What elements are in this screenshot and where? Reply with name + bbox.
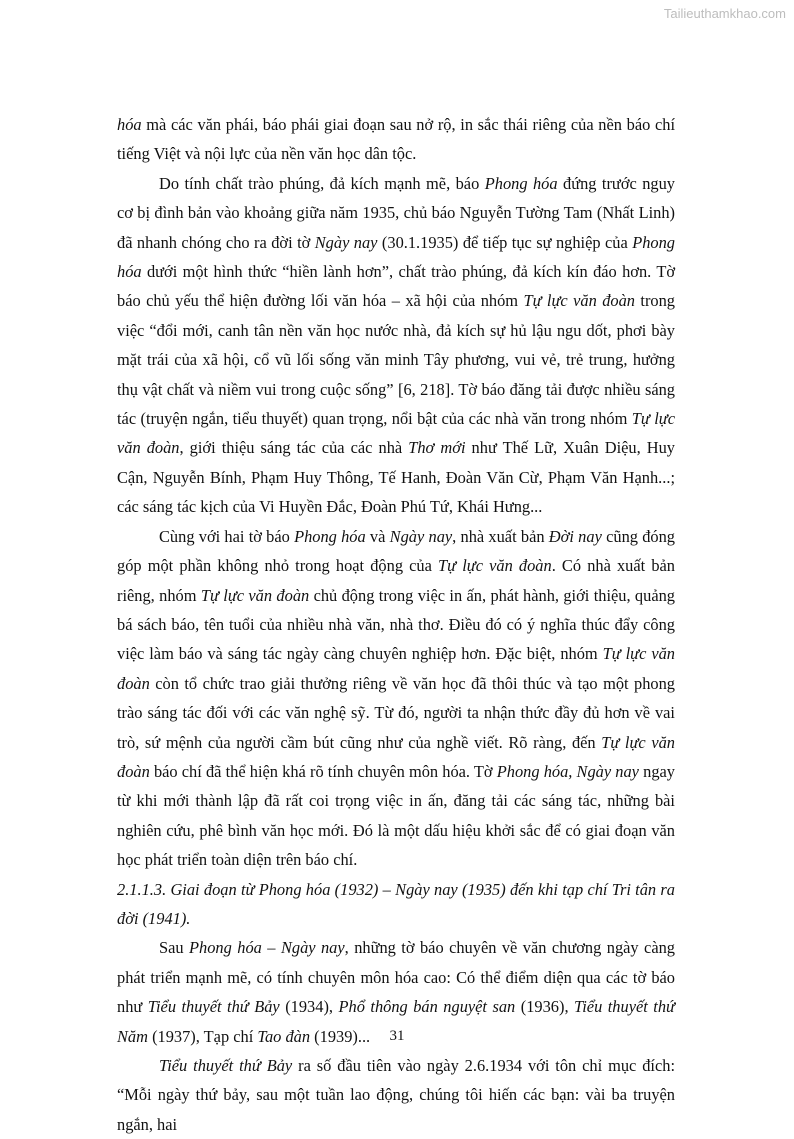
paragraph-2: Do tính chất trào phúng, đả kích mạnh mẽ, báo Phong hóa đứng trước nguy cơ bị đình bản vào khoảng giữa năm 1935, chủ báo Nguyễn Tường Tam (Nhất Linh) đã nhanh chóng cho ra đời tờ Ngày nay (30.1.1935) để tiếp tục sự nghiệp của Phong hóa dưới một hình thức “hiền lành hơn”, chất trào phúng, đả kích kín đáo hơn. Tờ báo chủ yếu thể hiện đường lối văn hóa – xã hội của nhóm Tự lực văn đoàn trong việc “đổi mới, canh tân nền văn học nước nhà, đả kích sự hủ lậu ngu dốt, phơi bày mặt trái của xã hội, cổ vũ lối sống văn minh Tây phương, vui vẻ, trẻ trung, hưởng thụ vật chất và niềm vui trong cuộc sống” [6, 218]. Tờ báo đăng tải được nhiều sáng tác (truyện ngắn, tiểu thuyết) quan trọng, nổi bật của các nhà văn trong nhóm Tự lực văn đoàn, giới thiệu sáng tác của các nhà Thơ mới như Thế Lữ, Xuân Diệu, Huy Cận, Nguyễn Bính, Phạm Huy Thông, Tế Hanh, Đoàn Văn Cừ, Phạm Văn Hạnh...; các sáng tác kịch của Vi Huyền Đắc, Đoàn Phú Tứ, Khái Hưng... xyxy=(117,173,676,517)
watermark: Tailieuthamkhao.com xyxy=(663,6,786,21)
paragraph-5: Tiểu thuyết thứ Bảy ra số đầu tiên vào ngày 2.6.1934 với tôn chỉ mục đích: “Mỗi ngày thứ bảy, sau một tuần lao động, chúng tôi hiến các bạn: vài ba truyện ngắn, hai xyxy=(117,1056,675,1134)
paragraph-4: Sau Phong hóa – Ngày nay, những tờ báo chuyên về văn chương ngày càng phát triển mạnh mẽ, có tính chuyên môn hóa cao: Có thể điểm diện qua các tờ báo như Tiểu thuyết thứ Bảy (1934), Phổ thông bán nguyệt san (1936), Tiểu thuyết thứ Năm (1937), Tạp chí Tao đàn (1939)... xyxy=(117,938,675,1046)
paragraph-1: hóa mà các văn phái, báo phái giai đoạn sau nở rộ, in sắc thái riêng của nền báo chí tiếng Việt và nội lực của nền văn học dân tộc. xyxy=(117,115,675,164)
section-heading: 2.1.1.3. Giai đoạn từ Phong hóa (1932) – Ngày nay (1935) đến khi tạp chí Tri tân ra đời (1941). xyxy=(117,879,675,928)
document-body xyxy=(117,110,675,1139)
paragraph-3: Cùng với hai tờ báo Phong hóa và Ngày nay, nhà xuất bản Đời nay cũng đóng góp một phần không nhỏ trong hoạt động của Tự lực văn đoàn. Có nhà xuất bản riêng, nhóm Tự lực văn đoàn chủ động trong việc in ấn, phát hành, giới thiệu, quảng bá sách báo, tên tuổi của nhiều nhà văn, nhà thơ. Điều đó có ý nghĩa thúc đẩy công việc làm báo và sáng tác ngày càng chuyên nghiệp hơn. Đặc biệt, nhóm Tự lực văn đoàn còn tổ chức trao giải thưởng riêng về văn học đã thôi thúc và tạo một phong trào sáng tác đối với các văn nghệ sỹ. Từ đó, người ta nhận thức đầy đủ hơn về vai trò, sứ mệnh của người cầm bút cũng như của nghề viết. Rõ ràng, đến Tự lực văn đoàn báo chí đã thể hiện khá rõ tính chuyên môn hóa. Tờ Phong hóa, Ngày nay ngay từ khi mới thành lập đã rất coi trọng việc in ấn, đăng tải các sáng tác, những bài nghiên cứu, phê bình văn học mới. Đó là một dấu hiệu khởi sắc để có giai đoạn văn học phát triển toàn diện trên báo chí. xyxy=(117,526,675,870)
page-number: 31 xyxy=(389,1028,405,1044)
